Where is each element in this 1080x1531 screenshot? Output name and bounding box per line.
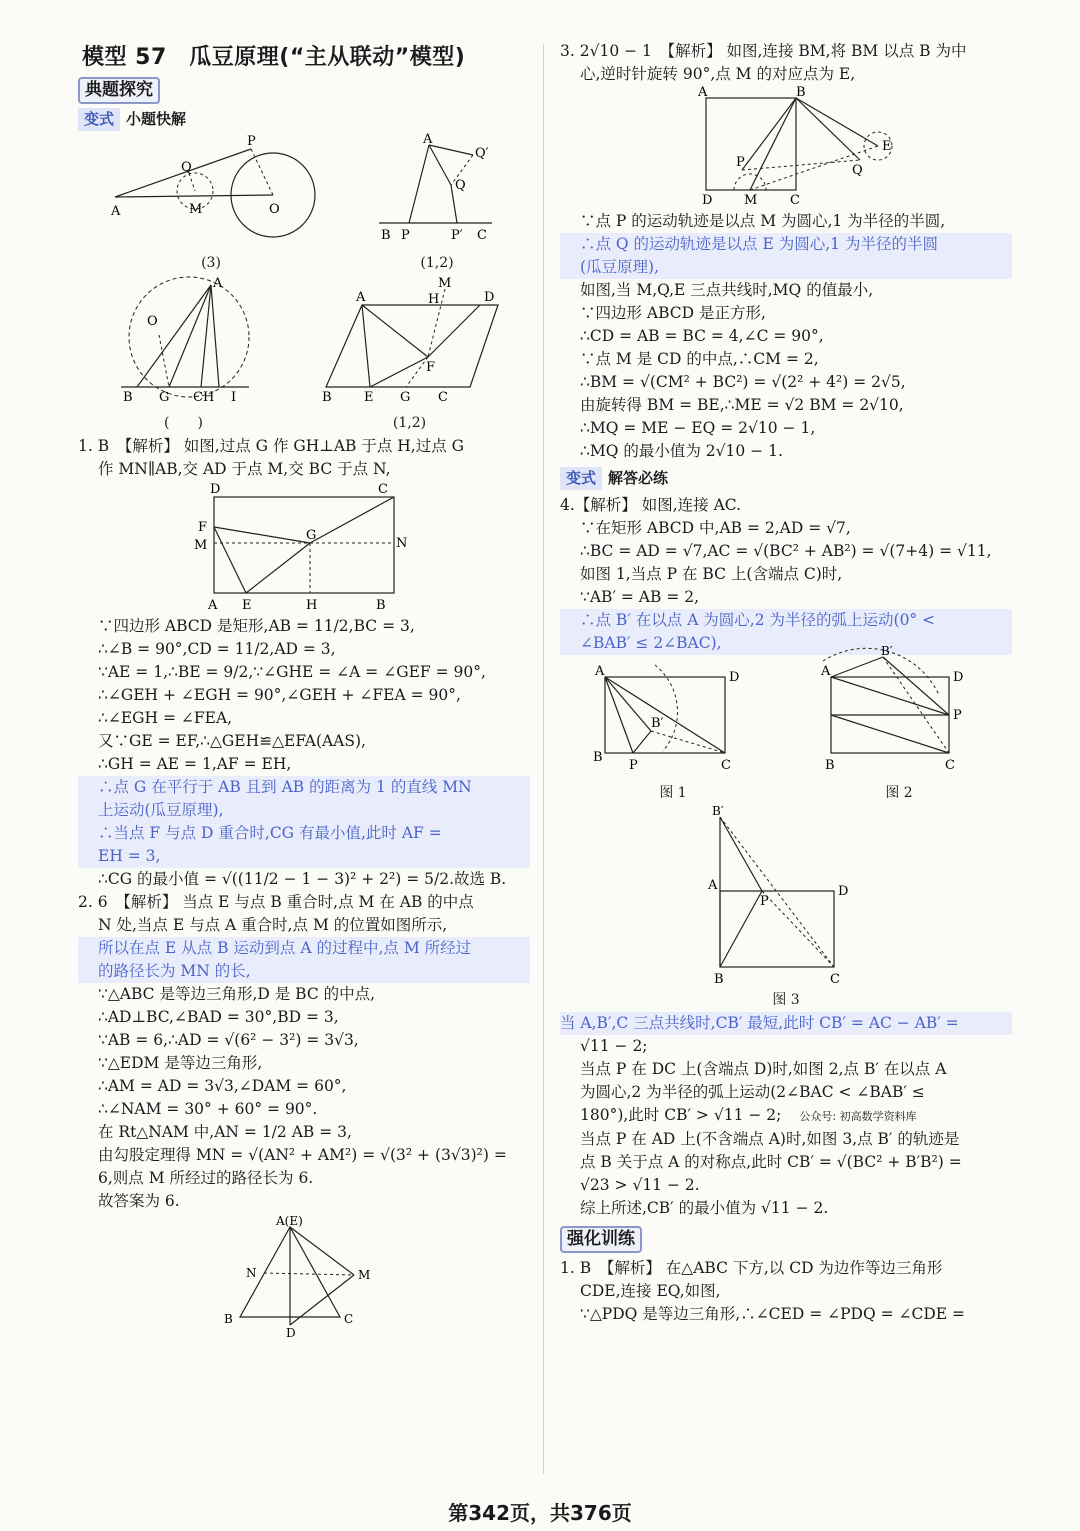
- svg-text:C: C: [945, 758, 955, 773]
- text-line: ∵AB′ = AB = 2,: [580, 588, 700, 606]
- text-line: ∴BC = AD = √7,AC = √(BC² + AB²) = √(7+4) = √11,: [580, 542, 992, 560]
- svg-text:CH: CH: [192, 390, 214, 405]
- svg-text:A: A: [821, 664, 831, 679]
- svg-text:P: P: [736, 155, 745, 170]
- svg-text:B: B: [224, 1312, 233, 1326]
- svg-text:P: P: [247, 134, 256, 149]
- text-line: √23 > √11 − 2.: [580, 1176, 700, 1194]
- text-line: ∵点 M 是 CD 的中点,∴CM = 2,: [580, 350, 819, 368]
- svg-text:A(E): A(E): [276, 1214, 303, 1228]
- text-line: 如图,当 M,Q,E 三点共线时,MQ 的值最小,: [580, 281, 874, 299]
- text-line: 当点 P 在 DC 上(含端点 D)时,如图 2,点 B′ 在以点 A: [580, 1060, 947, 1078]
- svg-text:A: A: [423, 132, 433, 147]
- text-line: 作 MN∥AB,交 AD 于点 M,交 BC 于点 N,: [98, 460, 391, 478]
- text-line: 由勾股定理得 MN = √(AN² + AM²) = √(3² + (3√3)²) =: [98, 1146, 507, 1164]
- svg-text:B: B: [593, 750, 603, 765]
- text-line: ∴∠B = 90°,CD = 11/2,AD = 3,: [98, 640, 336, 658]
- svg-text:C: C: [790, 193, 800, 208]
- svg-text:Q: Q: [852, 163, 863, 178]
- svg-text:B: B: [122, 390, 133, 405]
- text-line: 1. B 【解析】 在△ABC 下方,以 CD 为边作等边三角形: [560, 1259, 943, 1277]
- figure-equilateral-triangle: [214, 1215, 394, 1340]
- highlight-line: ∴点 B′ 在以点 A 为圆心,2 为半径的弧上运动(0° <: [560, 609, 1012, 632]
- svg-text:A: A: [595, 664, 605, 679]
- text-line: 心,逆时针旋转 90°,点 M 的对应点为 E,: [580, 65, 856, 83]
- text-line: CDE,连接 EQ,如图,: [580, 1282, 721, 1300]
- text-line: 在 Rt△NAM 中,AN = 1/2 AB = 3,: [98, 1123, 352, 1141]
- svg-text:N: N: [246, 1266, 257, 1280]
- text-line: ∴GH = AE = 1,AF = EH,: [98, 755, 292, 773]
- text-line: √11 − 2;: [580, 1037, 648, 1055]
- svg-text:P: P: [760, 894, 769, 909]
- figure-circle-tangent: [111, 135, 311, 245]
- text-line: 如图 1,当点 P 在 BC 上(含端点 C)时,: [580, 565, 843, 583]
- highlight-line: EH = 3,: [78, 845, 530, 868]
- svg-text:G: G: [158, 390, 169, 405]
- figures-1-2: [560, 644, 1012, 805]
- highlight-line: 所以在点 E 从点 B 运动到点 A 的过程中,点 M 所经过: [78, 937, 530, 960]
- svg-text:C: C: [721, 758, 731, 773]
- text-line: ∵AE = 1,∴BE = 9/2,∵∠GHE = ∠A = ∠GEF = 90°,: [98, 663, 486, 681]
- text-line: 由旋转得 BM = BE,∴ME = √2 BM = 2√10,: [580, 396, 904, 414]
- figure-parallelogram: [320, 275, 500, 405]
- svg-text:A: A: [698, 85, 708, 100]
- text-line: ∵△ABC 是等边三角形,D 是 BC 的中点,: [98, 985, 376, 1003]
- svg-text:P: P: [953, 708, 962, 723]
- figure-rectangle-1: [194, 483, 414, 613]
- svg-text:B′: B′: [712, 804, 724, 818]
- figure-3: [706, 804, 866, 987]
- text-line: 点 B 关于点 A 的对称点,此时 CB′ = √(BC² + B′B²) =: [580, 1153, 962, 1171]
- text-line: ∴∠EGH = ∠FEA,: [98, 709, 233, 727]
- highlight-line: ∠BAB′ ≤ 2∠BAC),: [560, 632, 1012, 655]
- svg-text:D: D: [210, 482, 221, 497]
- variant-tag-2: 变式: [560, 467, 602, 490]
- svg-text:M: M: [744, 193, 758, 208]
- right-column: [560, 40, 1012, 1326]
- svg-text:G: G: [399, 390, 410, 405]
- text-line: ∵点 P 的运动轨迹是以点 M 为圆心,1 为半径的半圆,: [580, 212, 946, 230]
- svg-text:N: N: [396, 536, 408, 551]
- svg-text:B′: B′: [651, 716, 664, 731]
- svg-text:B: B: [376, 598, 386, 613]
- text-line: ∴AD⊥BC,∠BAD = 30°,BD = 3,: [98, 1008, 339, 1026]
- column-divider: [543, 44, 544, 1474]
- figure-circumcircle: [109, 275, 259, 405]
- svg-text:G: G: [306, 528, 317, 543]
- text-line: 为圆心,2 为半径的弧上运动(2∠BAC < ∠BAB′ ≤: [580, 1083, 925, 1101]
- figure-rotation-angle: [377, 132, 497, 245]
- text-line: [560, 1104, 1012, 1128]
- svg-text:C: C: [477, 228, 487, 243]
- svg-text:M: M: [358, 1268, 371, 1282]
- text-line: ∵AB = 6,∴AD = √(6² − 3²) = 3√3,: [98, 1031, 359, 1049]
- text-line: 故答案为 6.: [98, 1192, 180, 1210]
- variant-tag: 变式: [78, 108, 120, 131]
- highlight-line: 的路径长为 MN 的长,: [78, 960, 530, 983]
- svg-text:B: B: [714, 972, 724, 987]
- text-line: ∴AM = AD = 3√3,∠DAM = 60°,: [98, 1077, 347, 1095]
- figure-2: [819, 644, 979, 775]
- variant-heading: [78, 108, 530, 131]
- text-line: 6,则点 M 所经过的路径长为 6.: [98, 1169, 314, 1187]
- section-heading-training: 强化训练: [560, 1226, 642, 1253]
- text-line: ∴∠GEH + ∠EGH = 90°,∠GEH + ∠FEA = 90°,: [98, 686, 461, 704]
- variant-label-2: 解答必练: [608, 469, 669, 487]
- svg-text:Q: Q: [455, 178, 466, 193]
- svg-text:C: C: [437, 390, 448, 405]
- text-line: ∴∠NAM = 30° + 60° = 90°.: [98, 1100, 318, 1118]
- svg-text:P′: P′: [451, 228, 463, 243]
- svg-text:M: M: [437, 276, 451, 291]
- caption-figure-1: 图 1: [659, 785, 687, 801]
- small-figures-row-2: [78, 275, 530, 435]
- svg-text:B: B: [796, 85, 806, 100]
- text-line: ∵四边形 ABCD 是矩形,AB = 11/2,BC = 3,: [98, 617, 415, 635]
- small-figures-row-1: [78, 132, 530, 275]
- highlight-line: (瓜豆原理),: [560, 256, 1012, 279]
- text-line: ∵四边形 ABCD 是正方形,: [580, 304, 766, 322]
- caption-fig-b: (1,2): [420, 255, 454, 271]
- svg-text:C: C: [344, 1312, 354, 1326]
- svg-text:A: A: [212, 276, 222, 291]
- svg-text:D: D: [729, 670, 740, 685]
- svg-text:M: M: [194, 538, 208, 553]
- svg-text:D: D: [953, 670, 964, 685]
- text-span: 180°),此时 CB′ > √11 − 2;: [580, 1106, 782, 1124]
- text-line: 当点 P 在 AD 上(不含端点 A)时,如图 3,点 B′ 的轨迹是: [580, 1130, 960, 1148]
- svg-text:F: F: [198, 520, 208, 535]
- svg-text:H: H: [427, 292, 439, 307]
- svg-text:A: A: [355, 290, 365, 305]
- text-line: ∴MQ = ME − EQ = 2√10 − 1,: [580, 419, 816, 437]
- svg-text:F: F: [425, 360, 435, 375]
- text-line: 1. B 【解析】 如图,过点 G 作 GH⊥AB 于点 H,过点 G: [78, 437, 465, 455]
- text-line: 综上所述,CB′ 的最小值为 √11 − 2.: [580, 1199, 829, 1217]
- text-line: ∴CD = AB = BC = 4,∠C = 90°,: [580, 327, 824, 345]
- caption-fig-a: (3): [201, 255, 221, 271]
- highlight-line: 上运动(瓜豆原理),: [78, 799, 530, 822]
- highlight-line: ∴点 G 在平行于 AB 且到 AB 的距离为 1 的直线 MN: [78, 776, 530, 799]
- section-heading-typical: 典题探究: [78, 77, 160, 104]
- svg-text:P: P: [629, 758, 638, 773]
- watermark-note: 公众号: 初高数学资料库: [799, 1110, 917, 1123]
- caption-fig-d: (1,2): [392, 415, 427, 431]
- svg-text:E: E: [363, 390, 373, 405]
- text-line: 4.【解析】 如图,连接 AC.: [560, 496, 741, 514]
- svg-text:Q′: Q′: [475, 146, 489, 161]
- text-line: ∵△PDQ 是等边三角形,∴∠CED = ∠PDQ = ∠CDE =: [580, 1305, 966, 1323]
- highlight-line: 当 A,B′,C 三点共线时,CB′ 最短,此时 CB′ = AC − AB′ =: [560, 1012, 1012, 1035]
- svg-text:B′: B′: [881, 644, 893, 658]
- highlight-line: ∴当点 F 与点 D 重合时,CG 有最小值,此时 AF =: [78, 822, 530, 845]
- svg-text:E: E: [242, 598, 252, 613]
- caption-figure-2: 图 2: [885, 785, 913, 801]
- svg-text:I: I: [230, 390, 236, 405]
- svg-text:P: P: [401, 228, 410, 243]
- text-line: ∴MQ 的最小值为 2√10 − 1.: [580, 442, 783, 460]
- page-footer: 第342页，共376页: [448, 1501, 632, 1525]
- page-title: 模型 57 瓜豆原理(“主从联动”模型): [82, 45, 466, 70]
- svg-text:D: D: [286, 1326, 296, 1340]
- svg-text:E: E: [882, 139, 892, 154]
- caption-figure-3: 图 3: [772, 992, 800, 1008]
- svg-text:C: C: [830, 972, 840, 987]
- variant-label: 小题快解: [126, 110, 187, 128]
- svg-text:D: D: [702, 193, 713, 208]
- svg-text:O: O: [269, 202, 280, 217]
- text-line: 2. 6 【解析】 当点 E 与点 B 重合时,点 M 在 AB 的中点: [78, 893, 474, 911]
- text-line: 3. 2√10 − 1 【解析】 如图,连接 BM,将 BM 以点 B 为中: [560, 42, 967, 60]
- text-line: ∵△EDM 是等边三角形,: [98, 1054, 263, 1072]
- svg-text:B: B: [825, 758, 835, 773]
- caption-fig-c: ( ): [164, 415, 203, 431]
- figure-square-rotation: [676, 85, 896, 208]
- text-line: ∴CG 的最小值 = √((11/2 − 1 − 3)² + 2²) = 5/2.故选 B.: [98, 870, 507, 888]
- svg-text:Q: Q: [181, 160, 192, 175]
- text-line: N 处,当点 E 与点 A 重合时,点 M 的位置如图所示,: [98, 916, 448, 934]
- svg-text:A: A: [111, 204, 121, 219]
- text-line: ∴BM = √(CM² + BC²) = √(2² + 4²) = 2√5,: [580, 373, 906, 391]
- text-line: ∵在矩形 ABCD 中,AB = 2,AD = √7,: [580, 519, 851, 537]
- svg-text:B: B: [381, 228, 391, 243]
- svg-text:O: O: [146, 314, 158, 329]
- svg-text:D: D: [838, 884, 849, 899]
- text-line: 又∵GE = EF,∴△GEH≌△EFA(AAS),: [98, 732, 366, 750]
- svg-text:M: M: [189, 202, 203, 217]
- svg-text:A: A: [708, 878, 718, 893]
- svg-text:D: D: [483, 290, 494, 305]
- variant-heading-2: [560, 467, 1012, 490]
- svg-text:A: A: [208, 598, 218, 613]
- svg-text:C: C: [378, 482, 388, 497]
- svg-text:H: H: [306, 598, 318, 613]
- svg-text:B: B: [321, 390, 332, 405]
- figure-1: [593, 655, 753, 775]
- left-column: [78, 40, 530, 1342]
- highlight-line: ∴点 Q 的运动轨迹是以点 E 为圆心,1 为半径的半圆: [560, 233, 1012, 256]
